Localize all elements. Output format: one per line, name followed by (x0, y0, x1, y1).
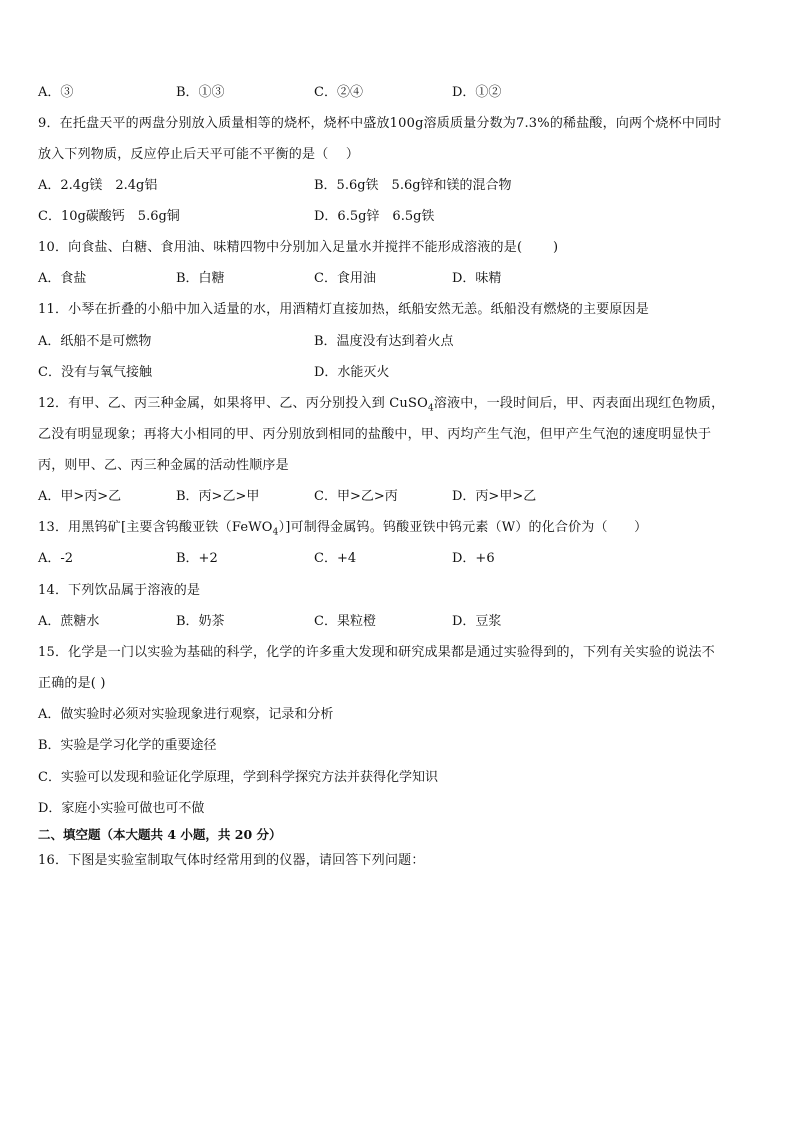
q13-option-d: D．+6 (452, 551, 495, 566)
q10-option-a: A．食盐 (38, 271, 87, 286)
q15-option-c: C．实验可以发现和验证化学原理，学到科学探究方法并获得化学知识 (38, 770, 438, 785)
q13-stem: 13．用黑钨矿[主要含钨酸亚铁（FeWO$_4$）]可制得金属钨。钨酸亚铁中钨元素（W）的化合价为（ ） (38, 520, 648, 538)
section-2-heading: 二、填空题（本大题共 4 小题，共 20 分） (38, 827, 282, 842)
q8-option-d: D．①② (452, 85, 502, 100)
q12-option-a: A．甲>丙>乙 (38, 489, 122, 504)
q12-option-b: B．丙>乙>甲 (176, 489, 260, 504)
q9-option-a: A．2.4g镁 2.4g铝 (38, 178, 158, 193)
q11-option-c: C．没有与氧气接触 (38, 365, 152, 380)
q12-stem-line2: 乙没有明显现象；再将大小相同的甲、丙分别放到相同的盐酸中，甲、丙均产生气泡，但甲产生气泡的速度明显快于 (38, 427, 712, 442)
q15-option-a: A．做实验时必须对实验现象进行观察，记录和分析 (38, 707, 334, 722)
q12-stem-line3: 丙，则甲、乙、丙三种金属的活动性顺序是 (38, 458, 289, 473)
q8-option-c: C．②④ (314, 85, 363, 100)
q14-option-d: D．豆浆 (452, 614, 502, 629)
q13-option-c: C．+4 (314, 551, 357, 566)
q13-option-b: B．+2 (176, 551, 218, 566)
q10-stem: 10．向食盐、白糖、食用油、味精四物中分别加入足量水并搅拌不能形成溶液的是( ) (38, 240, 559, 255)
q8-option-b: B．①③ (176, 85, 225, 100)
q14-option-a: A．蔗糖水 (38, 614, 100, 629)
q10-option-b: B．白糖 (176, 271, 225, 286)
q11-option-d: D．水能灭火 (314, 365, 390, 380)
q12-option-d: D．丙>甲>乙 (452, 489, 537, 504)
q9-option-d: D．6.5g锌 6.5g铁 (314, 209, 435, 224)
q13-option-a: A．-2 (38, 551, 74, 566)
q9-stem-line2: 放入下列物质，反应停止后天平可能不平衡的是（ ） (38, 147, 360, 162)
q9-stem-line1: 9．在托盘天平的两盘分别放入质量相等的烧杯，烧杯中盛放100g溶质质量分数为7.3%的稀盐酸，向两个烧杯中同时 (38, 116, 722, 131)
q14-option-b: B．奶茶 (176, 614, 225, 629)
q9-option-c: C．10g碳酸钙 5.6g铜 (38, 209, 180, 224)
q14-option-c: C．果粒橙 (314, 614, 376, 629)
q11-stem: 11．小琴在折叠的小船中加入适量的水，用酒精灯直接加热，纸船安然无恙。纸船没有燃烧的主要原因是 (38, 302, 649, 317)
q9-option-b: B．5.6g铁 5.6g锌和镁的混合物 (314, 178, 512, 193)
q15-stem-line2: 正确的是( ) (38, 676, 106, 691)
q15-option-d: D．家庭小实验可做也可不做 (38, 801, 205, 816)
q10-option-d: D．味精 (452, 271, 502, 286)
q15-stem-line1: 15．化学是一门以实验为基础的科学，化学的许多重大发现和研究成果都是通过实验得到的，下列有关实验的说法不 (38, 645, 715, 660)
q8-option-a: A．③ (38, 85, 74, 100)
q11-option-a: A．纸船不是可燃物 (38, 334, 152, 349)
q14-stem: 14．下列饮品属于溶液的是 (38, 583, 201, 598)
q15-option-b: B．实验是学习化学的重要途径 (38, 738, 217, 753)
q12-stem-line1: 12．有甲、乙、丙三种金属，如果将甲、乙、丙分别投入到 CuSO$_4$溶液中，一段时间后，甲、丙表面出现红色物质， (38, 396, 725, 414)
q12-option-c: C．甲>乙>丙 (314, 489, 398, 504)
q16-stem: 16．下图是实验室制取气体时经常用到的仪器，请回答下列问题： (38, 853, 425, 868)
q10-option-c: C．食用油 (314, 271, 376, 286)
q11-option-b: B．温度没有达到着火点 (314, 334, 454, 349)
